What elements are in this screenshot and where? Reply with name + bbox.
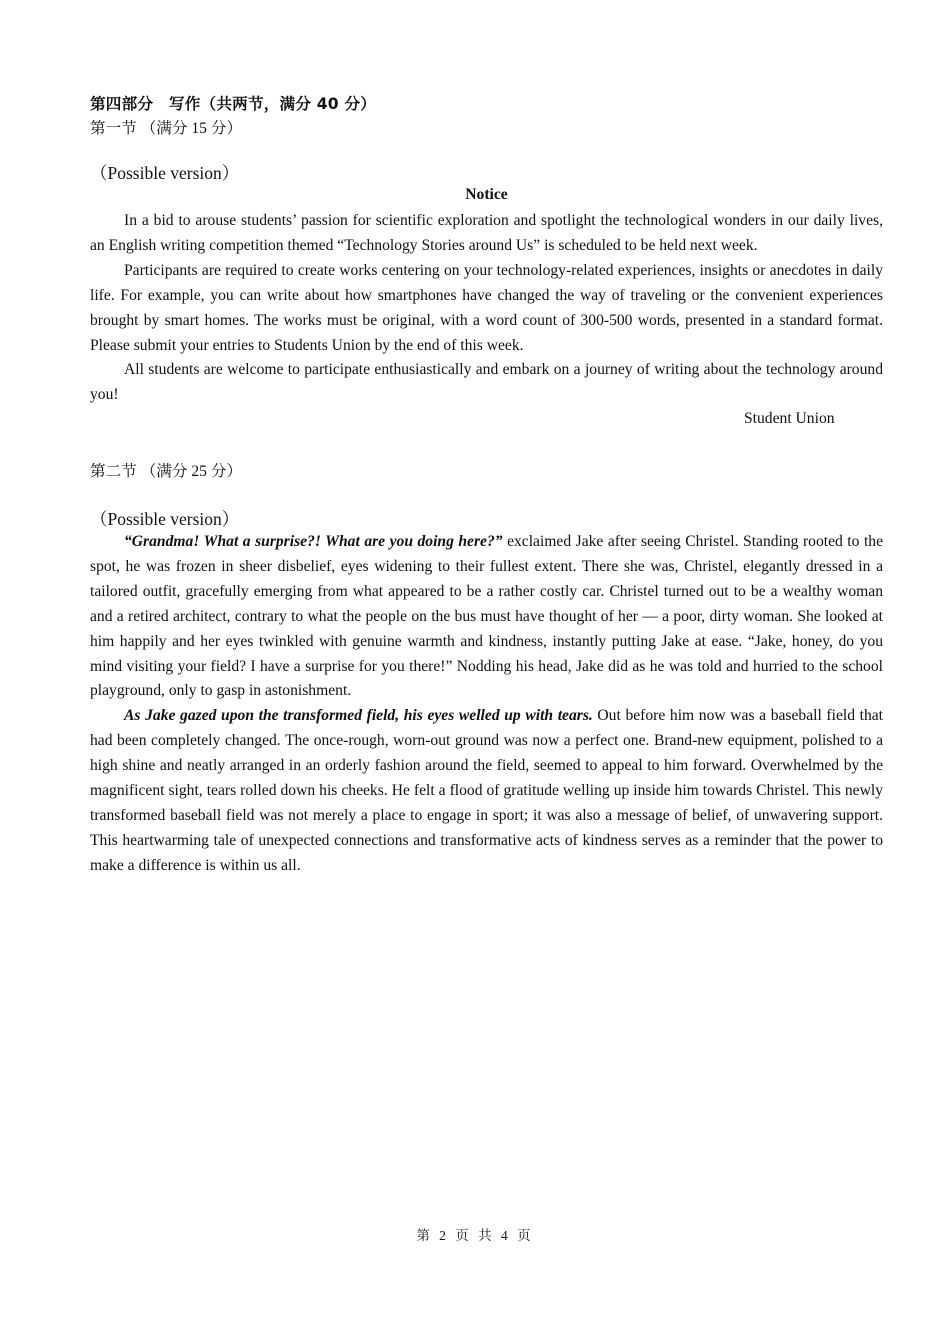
- story-paragraph-1-lead: “Grandma! What a surprise?! What are you doing here?”: [124, 533, 503, 550]
- page-footer: 第 2 页 共 4 页: [416, 1228, 534, 1243]
- section2-version-label: （Possible version）: [90, 509, 240, 529]
- story-body: [90, 530, 883, 879]
- section1-version-label: （Possible version）: [90, 163, 240, 183]
- story-paragraph-2-text: Out before him now was a baseball field that had been completely changed. The once-rough, worn-out ground was now a perfect one. Brand-new equipment, polished to a high shine and neatly arranged in an orderly fashion around the field, seemed to appeal to him forward. Overwhelmed by the magnificent sight, tears rolled down his cheeks. He felt a flood of gratitude welling up inside him towards Christel. This newly transformed baseball field was not merely a place to engage in sport; it was also a message of belief, of unwavering support. This heartwarming tale of unexpected connections and transformative acts of kindness serves as a reminder that the power to make a difference is within us all.: [90, 707, 884, 874]
- story-paragraph-2: [90, 704, 883, 878]
- notice-paragraph: Participants are required to create works centering on your technology-related experiences, insights or anecdotes in daily life. For example, you can write about how smartphones have changed the way of traveling or the convenient experiences brought by smart homes. The works must be original, with a word count of 300-500 words, presented in a standard format. Please submit your entries to Students Union by the end of this week.: [90, 261, 883, 354]
- story-paragraph-1: [90, 530, 883, 704]
- story-paragraph-2-lead: As Jake gazed upon the transformed field, his eyes welled up with tears.: [124, 707, 593, 725]
- notice-body: [90, 209, 883, 408]
- part-title: 第四部分 写作（共两节，满分 40 分）: [90, 95, 377, 113]
- story-paragraph-1-text: exclaimed Jake after seeing Christel. Standing rooted to the spot, he was frozen in sheer disbelief, eyes widening to their fullest extent. There she was, Christel, elegantly dressed in a tailored outfit, gracefully emerging from what appeared to be a rather costly car. Christel turned out to be a wealthy woman and a retired architect, contrary to what the people on the bus must have thought of her — a poor, dirty woman. She looked at him happily and her eyes twinkled with genuine warmth and kindness, instantly putting Jake at ease. “Jake, honey, do you mind visiting your field? I have a surprise for you there!” Nodding his head, Jake did as he was told and hurried to the school playground, only to gasp in astonishment.: [90, 533, 883, 700]
- section1-title: 第一节 （满分 15 分）: [90, 120, 243, 137]
- notice-paragraph: All students are welcome to participate enthusiastically and embark on a journey of writing about the technology around you!: [90, 361, 883, 404]
- section2-title: 第二节 （满分 25 分）: [90, 463, 243, 480]
- notice-title: Notice: [465, 186, 508, 203]
- notice-signature: Student Union: [744, 410, 835, 427]
- notice-paragraph: In a bid to arouse students’ passion for scientific exploration and spotlight the technological wonders in our daily lives, an English writing competition themed “Technology Stories around Us” is scheduled to be held next week.: [90, 212, 883, 254]
